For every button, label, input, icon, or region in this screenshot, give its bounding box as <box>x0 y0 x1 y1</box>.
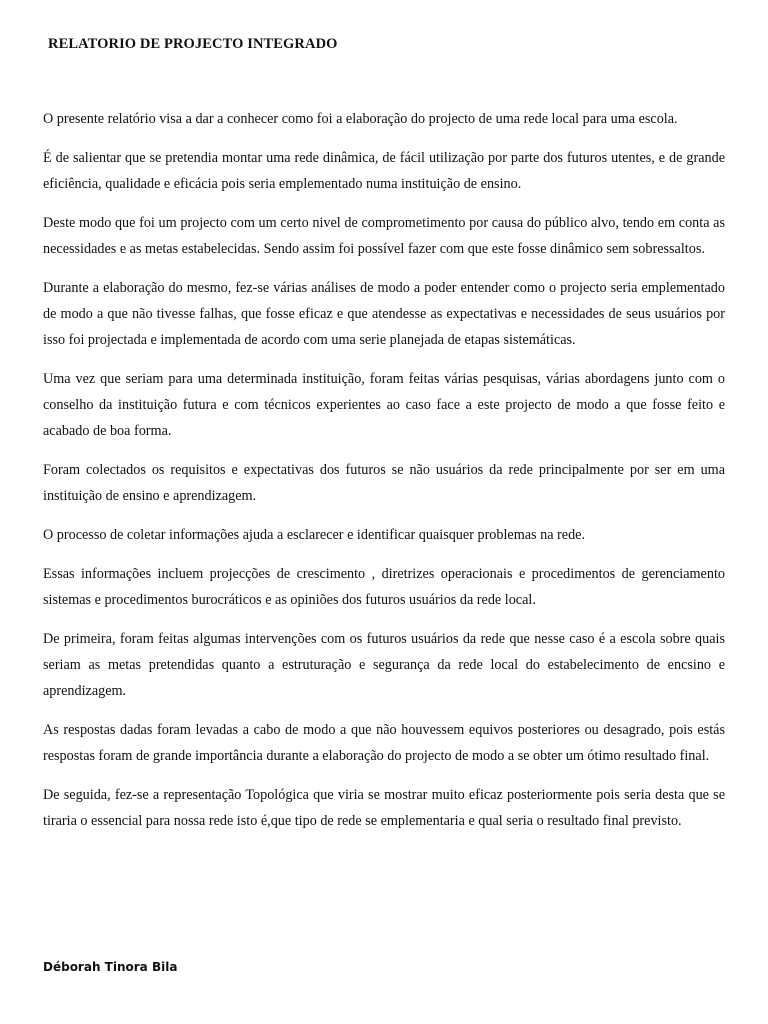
paragraph: Uma vez que seriam para uma determinada instituição, foram feitas várias pesquisas, várias abordagens junto com o conselho da instituição futura e com técnicos experientes ao caso face a este projecto de modo a que fosse feito e acabado de boa forma. <box>43 371 725 439</box>
paragraph: Durante a elaboração do mesmo, fez-se várias análises de modo a poder entender como o projecto seria emplementado de modo a que não tivesse falhas, que fosse eficaz e que atendesse as expectativas e necessidades de seus usuários por isso foi projectada e implementada de acordo com uma serie planejada de etapas sistemáticas. <box>43 280 725 348</box>
paragraph: O presente relatório visa a dar a conhecer como foi a elaboração do projecto de uma rede local para uma escola. <box>43 111 678 127</box>
paragraph: É de salientar que se pretendia montar uma rede dinâmica, de fácil utilização por parte dos futuros utentes, e de grande eficiência, qualidade e eficácia pois seria emplementado numa instituição de ensino. <box>43 150 725 192</box>
paragraph: As respostas dadas foram levadas a cabo de modo a que não houvessem equivos posteriores ou desagrado, pois estás respostas foram de grande importância durante a elaboração do projecto de modo a se obter um ótimo resultado final. <box>43 722 725 764</box>
paragraph: Essas informações incluem projecções de crescimento , diretrizes operacionais e procedimentos de gerenciamento sistemas e procedimentos burocráticos e as opiniões dos futuros usuários da rede local. <box>43 566 725 608</box>
paragraph: O processo de coletar informações ajuda a esclarecer e identificar quaisquer problemas na rede. <box>43 527 586 543</box>
document-title: RELATORIO DE PROJECTO INTEGRADO <box>48 36 338 52</box>
author-name: Déborah Tinora Bila <box>43 960 178 974</box>
paragraph: Deste modo que foi um projecto com um certo nivel de comprometimento por causa do público alvo, tendo em conta as necessidades e as metas estabelecidas. Sendo assim foi possível fazer com que este fosse dinâmico sem sobressaltos. <box>43 215 725 257</box>
paragraph: De primeira, foram feitas algumas intervenções com os futuros usuários da rede que nesse caso é a escola sobre quais seriam as metas pretendidas quanto a estruturação e segurança da rede local do estabelecimento de encsino e aprendizagem. <box>43 631 725 699</box>
paragraph: Foram colectados os requisitos e expectativas dos futuros se não usuários da rede principalmente por ser em uma instituição de ensino e aprendizagem. <box>43 462 725 504</box>
paragraph: De seguida, fez-se a representação Topológica que viria se mostrar muito eficaz posteriormente pois seria desta que se tiraria o essencial para nossa rede isto é,que tipo de rede se emplementaria e qual seria o resultado final previsto. <box>43 787 725 829</box>
document-body <box>43 106 725 847</box>
